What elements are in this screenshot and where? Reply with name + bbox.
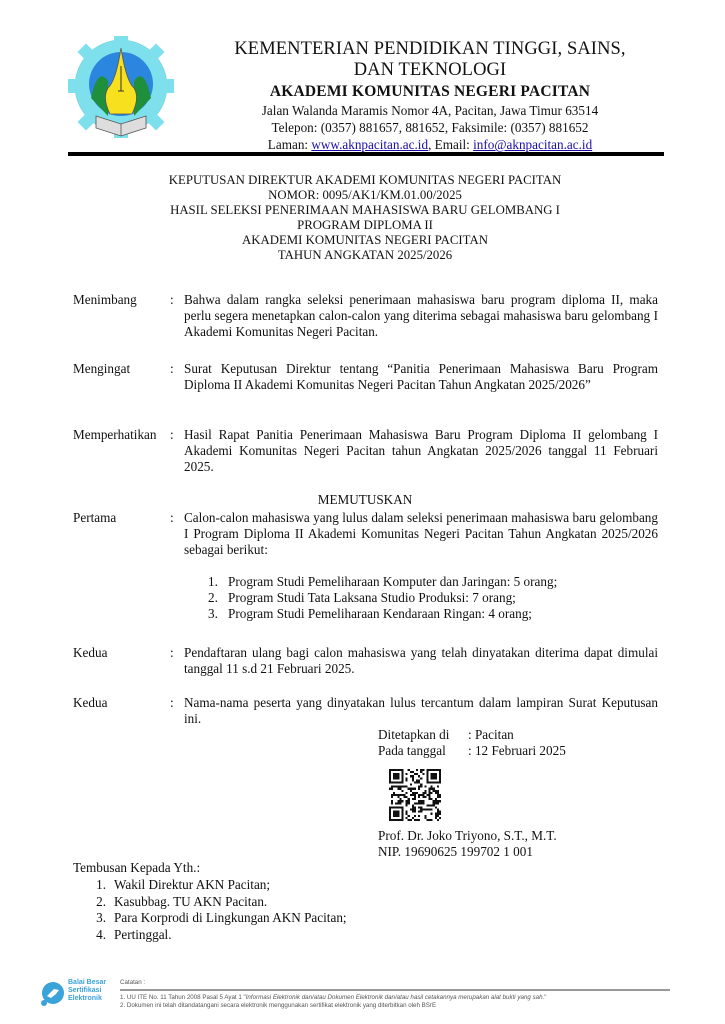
list-item [208,606,557,622]
footer-notes [120,978,680,1010]
ministry-name [190,39,670,81]
pertama-label: Pertama [73,510,117,525]
list-item [88,910,347,927]
pertama-text: Calon-calon mahasiswa yang lulus dalam seleksi penerimaan mahasiswa baru gelombang I Program Diploma II Akademi Komunitas Negeri Pacitan Tahun Angkatan 2025/2026 sebagai berikut: [184,510,658,557]
institution-logo [68,36,174,142]
program-text: Program Studi Tata Laksana Studio Produksi: 7 orang; [228,590,516,605]
mengingat-colon: : [170,361,174,376]
program-text: Program Studi Pemeliharaan Kendaraan Ringan: 4 orang; [228,606,532,621]
bsre-line-2: Sertifikasi [68,987,102,994]
phone-fax: Telepon: (0357) 881657, 881652, Faksimile: (0357) 881652 [271,120,589,135]
date-value: : 12 Februari 2025 [468,743,566,758]
email-link[interactable]: info@aknpacitan.ac.id [473,137,593,152]
pertama-colon: : [170,510,174,525]
list-item [208,590,557,606]
menimbang-label: Menimbang [73,292,137,307]
cc-text: Para Korprodi di Lingkungan AKN Pacitan; [114,910,347,925]
note-1-suffix: " [544,993,547,1001]
letterhead-divider [68,152,664,156]
mengingat-label: Mengingat [73,361,131,376]
decree-title [70,173,660,263]
cc-text: Wakil Direktur AKN Pacitan; [114,877,271,892]
notes-title: Catatan : [120,979,146,986]
note-2: 2. Dokumen ini telah ditandatangani secara elektronik menggunakan sertifikat elektronik yang diterbitkan oleh BSrE [120,1001,437,1009]
website-link[interactable]: www.aknpacitan.ac.id [311,137,429,152]
note-1-prefix: 1. UU ITE No. 11 Tahun 2008 Pasal 5 Ayat 1 " [120,993,246,1001]
list-item [208,574,557,590]
title-line-4: PROGRAM DIPLOMA II [297,218,433,232]
title-line-1: KEPUTUSAN DIREKTUR AKADEMI KOMUNITAS NEGERI PACITAN [168,173,562,187]
program-text: Program Studi Pemeliharaan Komputer dan Jaringan: 5 orang; [228,574,558,589]
cc-text: Pertinggal. [114,926,172,942]
list-number: 1. [208,574,218,589]
note-1 [120,994,680,1002]
bsre-logo-icon [38,980,66,1008]
cc-text: Kasubbag. TU AKN Pacitan. [114,893,268,909]
signatory-nip: NIP. 19690625 199702 1 001 [378,844,533,859]
memperhatikan-colon: : [170,427,174,442]
program-list [208,574,557,622]
bsre-line-1: Balai Besar [68,979,107,986]
place-label: Ditetapkan di [378,727,450,742]
list-number: 2. [208,590,218,605]
signatory [378,828,557,860]
kedua-label: Kedua [73,645,108,660]
title-line-6: TAHUN ANGKATAN 2025/2026 [277,248,453,262]
list-item [88,927,347,944]
place-value: : Pacitan [468,727,514,742]
mengingat-text: Surat Keputusan Direktur tentang “Panitia Penerimaan Mahasiswa Baru Program Diploma II Akademi Komunitas Negeri Pacitan Tahun Angkatan 2025/2026” [184,361,658,392]
memperhatikan-text: Hasil Rapat Panitia Penerimaan Mahasiswa Baru Program Diploma II gelombang I Akademi Komunitas Negeri Pacitan tahun Angkatan 2025/2026 tanggal 11 Februari 2025. [184,427,658,474]
kedua-colon: : [170,645,174,660]
list-item [88,877,347,894]
cc-list [88,877,347,943]
kedua-2-colon: : [170,695,174,710]
kedua-2-label: Kedua [73,695,108,710]
ministry-line-2: DAN TEKNOLOGI [353,60,507,80]
menimbang-text: Bahwa dalam rangka seleksi penerimaan mahasiswa baru program diploma II, maka perlu segera menetapkan calon-calon yang diterima sebagai mahasiswa baru gelombang I Akademi Komunitas Negeri Pacitan. [184,292,658,339]
list-number: 4. [96,926,106,942]
signatory-name: Prof. Dr. Joko Triyono, S.T., M.T. [378,828,557,843]
institution-name: AKADEMI KOMUNITAS NEGERI PACITAN [269,83,591,100]
signature-place-date [378,727,566,759]
ministry-line-1: KEMENTERIAN PENDIDIKAN TINGGI, SAINS, [234,39,626,59]
decree-number: NOMOR: 0095/AK1/KM.01.00/2025 [268,188,462,202]
memperhatikan-label: Memperhatikan [73,427,157,442]
list-item [88,894,347,911]
address: Jalan Walanda Maramis Nomor 4A, Pacitan, Jawa Timur 63514 [261,103,599,118]
gear-emblem-icon [68,36,174,138]
notes-divider [120,989,670,991]
kedua-2-text: Nama-nama peserta yang dinyatakan lulus tercantum dalam lampiran Surat Keputusan ini. [184,695,658,726]
list-number: 3. [208,606,218,621]
title-line-5: AKADEMI KOMUNITAS NEGERI PACITAN [242,233,488,247]
bsre-line-3: Elektronik [68,995,102,1002]
list-number: 2. [96,893,106,909]
bsre-name [68,979,106,1003]
date-label: Pada tanggal [378,743,446,758]
title-line-3: HASIL SELEKSI PENERIMAAN MAHASISWA BARU GELOMBANG I [170,203,560,217]
menimbang-colon: : [170,292,174,307]
cc-title: Tembusan Kepada Yth.: [73,860,201,875]
memutuskan-heading: MEMUTUSKAN [317,492,413,507]
web-label: Laman: [267,137,312,152]
list-number: 1. [96,877,106,892]
list-number: 3. [96,910,106,925]
note-1-quote: Informasi Elektronik dan/atau Dokumen Elektronik dan/atau hasil cetakannya merupakan alat bukti yang sah. [245,993,545,1001]
web-email [190,136,670,153]
email-label: , Email: [428,137,474,152]
qr-code-icon [389,768,441,822]
kedua-text: Pendaftaran ulang bagi calon mahasiswa yang telah dinyatakan diterima dapat dimulai tanggal 11 s.d 21 Februari 2025. [184,645,658,676]
